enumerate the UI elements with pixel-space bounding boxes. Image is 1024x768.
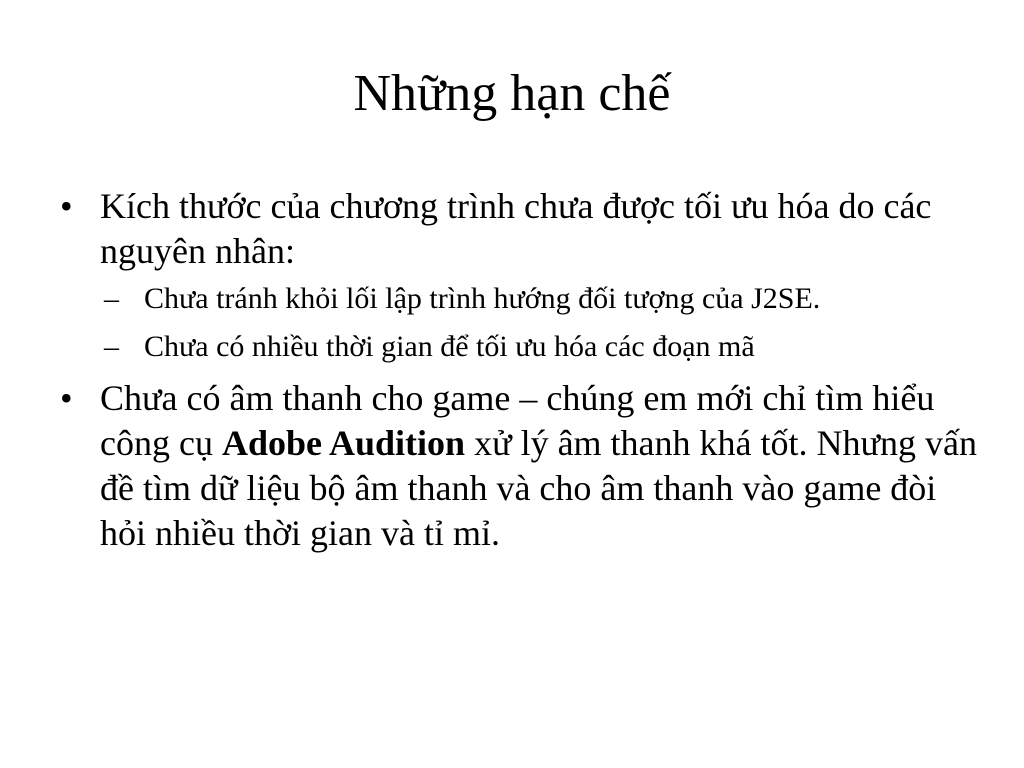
sub-bullet-item-2 bbox=[104, 328, 980, 366]
bullet-text-1: Kích thước của chương trình chưa được tối ưu hóa do các nguyên nhân: bbox=[100, 186, 932, 271]
bullet-text-2-bold: Adobe Audition bbox=[221, 423, 466, 463]
bullet-item-1 bbox=[60, 184, 980, 274]
bullet-marker: • bbox=[60, 186, 73, 226]
bullet-text-2-end: xử lý âm thanh khá tốt. Nhưng vấn đề tìm dữ liệu bộ âm thanh và cho âm thanh vào game đòi hỏi nhiều thời gian và tỉ mỉ. bbox=[100, 423, 978, 553]
sub-bullet-marker: – bbox=[104, 330, 119, 363]
slide-title: Những hạn chế bbox=[353, 65, 671, 122]
bullet-marker: • bbox=[60, 378, 73, 418]
slide-content bbox=[60, 184, 980, 562]
sub-bullet-text-2: Chưa có nhiều thời gian để tối ưu hóa các đoạn mã bbox=[144, 330, 755, 363]
bullet-text-2-start: Chưa có âm thanh cho game – chúng em mới chỉ tìm hiểu công cụ bbox=[100, 378, 935, 463]
sub-bullet-marker: – bbox=[104, 282, 119, 315]
sub-bullet-text-1: Chưa tránh khỏi lối lập trình hướng đối tượng của J2SE. bbox=[144, 282, 821, 315]
sub-bullet-item-1 bbox=[104, 280, 980, 318]
bullet-item-2 bbox=[60, 376, 980, 556]
